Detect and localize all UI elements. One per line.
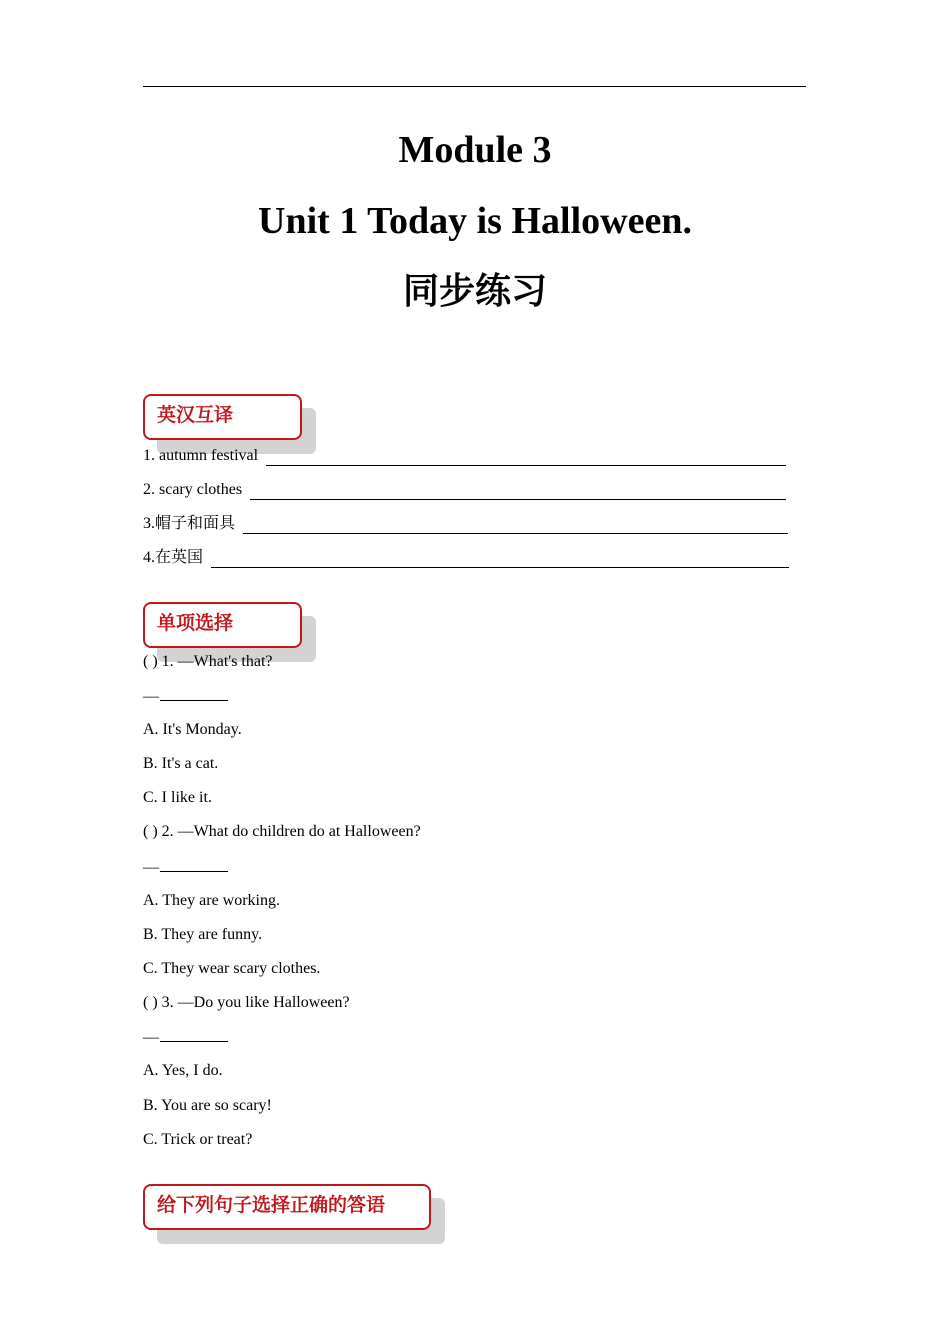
answer-blank[interactable] bbox=[250, 485, 786, 500]
option: B. They are funny. bbox=[143, 926, 263, 943]
header-rule bbox=[143, 86, 806, 87]
answer-line bbox=[143, 686, 228, 707]
answer-blank[interactable] bbox=[160, 857, 228, 872]
option: B. It's a cat. bbox=[143, 755, 219, 772]
answer-line bbox=[143, 1027, 228, 1048]
translate-item bbox=[143, 446, 786, 466]
section-label-translate: 英汉互译 bbox=[157, 404, 234, 426]
answer-blank[interactable] bbox=[160, 686, 228, 701]
translate-item-text: 2. scary clothes bbox=[143, 481, 243, 498]
question-stem: ( ) 1. —What's that? bbox=[143, 653, 273, 670]
section-label-choice: 单项选择 bbox=[157, 612, 234, 634]
option: C. I like it. bbox=[143, 789, 212, 806]
question-stem: ( ) 2. —What do children do at Halloween? bbox=[143, 823, 421, 840]
translate-item-text: 1. autumn festival bbox=[143, 447, 259, 464]
translate-item-text: 4.在英国 bbox=[143, 549, 204, 566]
answer-blank[interactable] bbox=[211, 553, 789, 568]
module-title: Module 3 bbox=[398, 129, 552, 171]
answer-dash: — bbox=[143, 859, 159, 876]
option: B. You are so scary! bbox=[143, 1097, 272, 1114]
answer-dash: — bbox=[143, 688, 159, 705]
unit-title: Unit 1 Today is Halloween. bbox=[258, 200, 692, 242]
answer-blank[interactable] bbox=[160, 1027, 228, 1042]
translate-item bbox=[143, 480, 786, 500]
translate-item bbox=[143, 548, 789, 568]
section-tag-translate bbox=[143, 394, 302, 440]
option: A. It's Monday. bbox=[143, 721, 242, 738]
answer-blank[interactable] bbox=[266, 451, 786, 466]
translate-item bbox=[143, 514, 788, 534]
option: C. Trick or treat? bbox=[143, 1131, 253, 1148]
section-label-match: 给下列句子选择正确的答语 bbox=[157, 1194, 386, 1216]
page-subtitle: 同步练习 bbox=[402, 271, 547, 312]
section-tag-choice bbox=[143, 602, 302, 648]
option: A. Yes, I do. bbox=[143, 1062, 223, 1079]
answer-dash: — bbox=[143, 1029, 159, 1046]
translate-item-text: 3.帽子和面具 bbox=[143, 515, 236, 532]
section-tag-match bbox=[143, 1184, 431, 1230]
option: C. They wear scary clothes. bbox=[143, 960, 321, 977]
question-stem: ( ) 3. —Do you like Halloween? bbox=[143, 994, 350, 1011]
answer-blank[interactable] bbox=[243, 519, 788, 534]
answer-line bbox=[143, 857, 228, 878]
option: A. They are working. bbox=[143, 892, 280, 909]
